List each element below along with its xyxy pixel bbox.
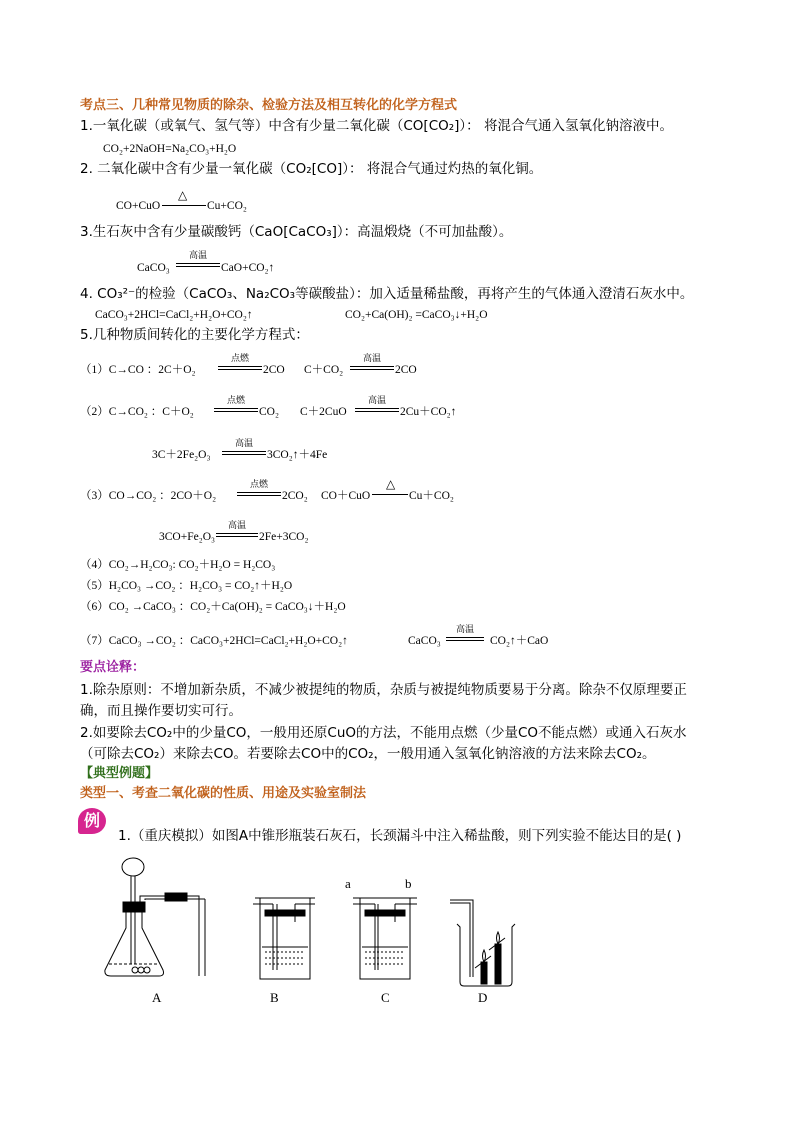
condition: 点燃 (230, 354, 249, 364)
eq-right: CaO+CO₂↑ (221, 262, 275, 274)
item5-text: 5.几种物质间转化的主要化学方程式： (80, 327, 309, 343)
product: 3CO₂↑＋4Fe (267, 449, 328, 461)
heat-symbol: △ (178, 188, 188, 202)
reactant: C＋2CuO (300, 406, 347, 418)
condition: 点燃 (226, 396, 245, 406)
equals-sign (218, 366, 262, 370)
reactant: 3CO+Fe₂O₃ (159, 531, 216, 543)
apparatus-figure (95, 852, 535, 1012)
equals-sign (237, 492, 281, 496)
item1-equation: CO₂+2NaOH=Na₂CO₃+H₂O (103, 143, 237, 155)
condition: 点燃 (249, 480, 268, 490)
apparatus-b (253, 898, 315, 979)
typical-examples-heading: 【典型例题】 (80, 766, 159, 781)
product: 2Fe+3CO₂ (259, 531, 309, 543)
type1-heading: 类型一、考查二氧化碳的性质、用途及实验室制法 (80, 786, 367, 801)
item1-text: 1.一氧化碳（或氧气、氢气等）中含有少量二氧化碳（CO[CO₂]）： 将混合气通入氢氧化钠溶液中。 (80, 118, 673, 134)
key-points-title: 要点诠释： (80, 660, 146, 675)
question-1: 1.（重庆模拟）如图A中锥形瓶装石灰石，长颈漏斗中注入稀盐酸，则下列实验不能达目的是( ) (118, 828, 682, 844)
eq-right: Cu+CO₂ (207, 200, 247, 212)
key2-line1: 2.如要除去CO₂中的少量CO，一般用还原CuO的方法，不能用点燃（少量CO不能点燃）或通入石灰水 (80, 725, 687, 741)
equals-sign (222, 451, 266, 455)
reactant: C＋CO₂ (304, 364, 344, 376)
heat-symbol: △ (386, 477, 396, 491)
label-tube-b: b (405, 876, 412, 891)
apparatus-d (450, 900, 515, 986)
reactant: CaCO₃ (408, 635, 441, 647)
equals-sign (214, 408, 258, 412)
product: 2CO (263, 364, 285, 376)
condition: 高温 (362, 354, 381, 364)
apparatus-c (353, 898, 417, 979)
item4-equation-2: CO₂+Ca(OH)₂ =CaCO₃↓+H₂O (345, 309, 488, 321)
equals-sign (446, 637, 484, 641)
equals-sign (216, 533, 258, 537)
apparatus-a (105, 858, 205, 976)
row-head: （7）CaCO₃ →CO₂ ：CaCO₃+2HCl=CaCl₂+H₂O+CO₂↑ (80, 635, 348, 647)
condition: 高温 (455, 625, 474, 635)
reaction-line (162, 205, 206, 206)
label-tube-a: a (345, 876, 351, 891)
label-b: B (270, 990, 279, 1005)
product: CO₂ (259, 406, 279, 418)
condition: 高温 (367, 396, 386, 406)
reaction-row-5: （5）H₂CO₃ →CO₂ ：H₂CO₃ = CO₂↑＋H₂O (80, 580, 293, 592)
example-badge (78, 808, 106, 834)
eq-left: CaCO₃ (137, 262, 170, 274)
condition: 高温 (227, 521, 246, 531)
row-head: （2）C→CO₂ ：C＋O₂ (80, 406, 194, 418)
example-badge-label: 例 (83, 811, 100, 830)
row-head: （1）C→CO ：2C＋O₂ (80, 364, 196, 376)
equals-sign (355, 408, 399, 412)
reactant: 3C＋2Fe₂O₃ (152, 449, 211, 461)
equals-sign (176, 263, 220, 267)
product: Cu＋CO₂ (409, 490, 454, 502)
reactant: CO＋CuO (321, 490, 371, 502)
product: CO₂↑＋CaO (490, 635, 549, 647)
condition: 高温 (188, 251, 207, 261)
key1-line1: 1.除杂原则：不增加新杂质，不减少被提纯的物质，杂质与被提纯物质要易于分离。除杂不仅原理要正 (80, 682, 687, 698)
product: 2CO (395, 364, 417, 376)
item4-equation-1: CaCO₃+2HCl=CaCl₂+H₂O+CO₂↑ (95, 309, 253, 321)
reaction-row-4: （4）CO₂→H₂CO₃: CO₂＋H₂O = H₂CO₃ (80, 559, 276, 571)
item3-text: 3.生石灰中含有少量碳酸钙（CaO[CaCO₃]）：高温煅烧（不可加盐酸）。 (80, 224, 513, 240)
item4-text: 4. CO₃²⁻的检验（CaCO₃、Na₂CO₃等碳酸盐）：加入适量稀盐酸，再将产生的气体通入澄清石灰水中。 (80, 286, 694, 302)
label-c: C (381, 990, 390, 1005)
label-a: A (152, 990, 162, 1005)
reaction-row-6: （6）CO₂ →CaCO₃ ：CO₂＋Ca(OH)₂ = CaCO₃↓＋H₂O (80, 601, 346, 613)
row-head: （3）CO→CO₂ ：2CO＋O₂ (80, 490, 217, 502)
label-d: D (478, 990, 488, 1005)
key1-line2: 确，而且操作要切实可行。 (80, 703, 242, 719)
reaction-line (372, 494, 408, 495)
condition: 高温 (234, 439, 253, 449)
eq-left: CO+CuO (116, 200, 161, 212)
equals-sign (350, 366, 394, 370)
product: 2Cu＋CO₂↑ (400, 406, 457, 418)
item2-text: 2. 二氧化碳中含有少量一氧化碳（CO₂[CO]）： 将混合气通过灼热的氧化铜。 (80, 161, 543, 177)
key2-line2: （可除去CO₂）来除去CO。若要除去CO中的CO₂，一般用通入氢氧化钠溶液的方法来除去CO₂。 (80, 746, 656, 762)
section-title: 考点三、几种常见物质的除杂、检验方法及相互转化的化学方程式 (80, 98, 458, 113)
product: 2CO₂ (282, 490, 308, 502)
